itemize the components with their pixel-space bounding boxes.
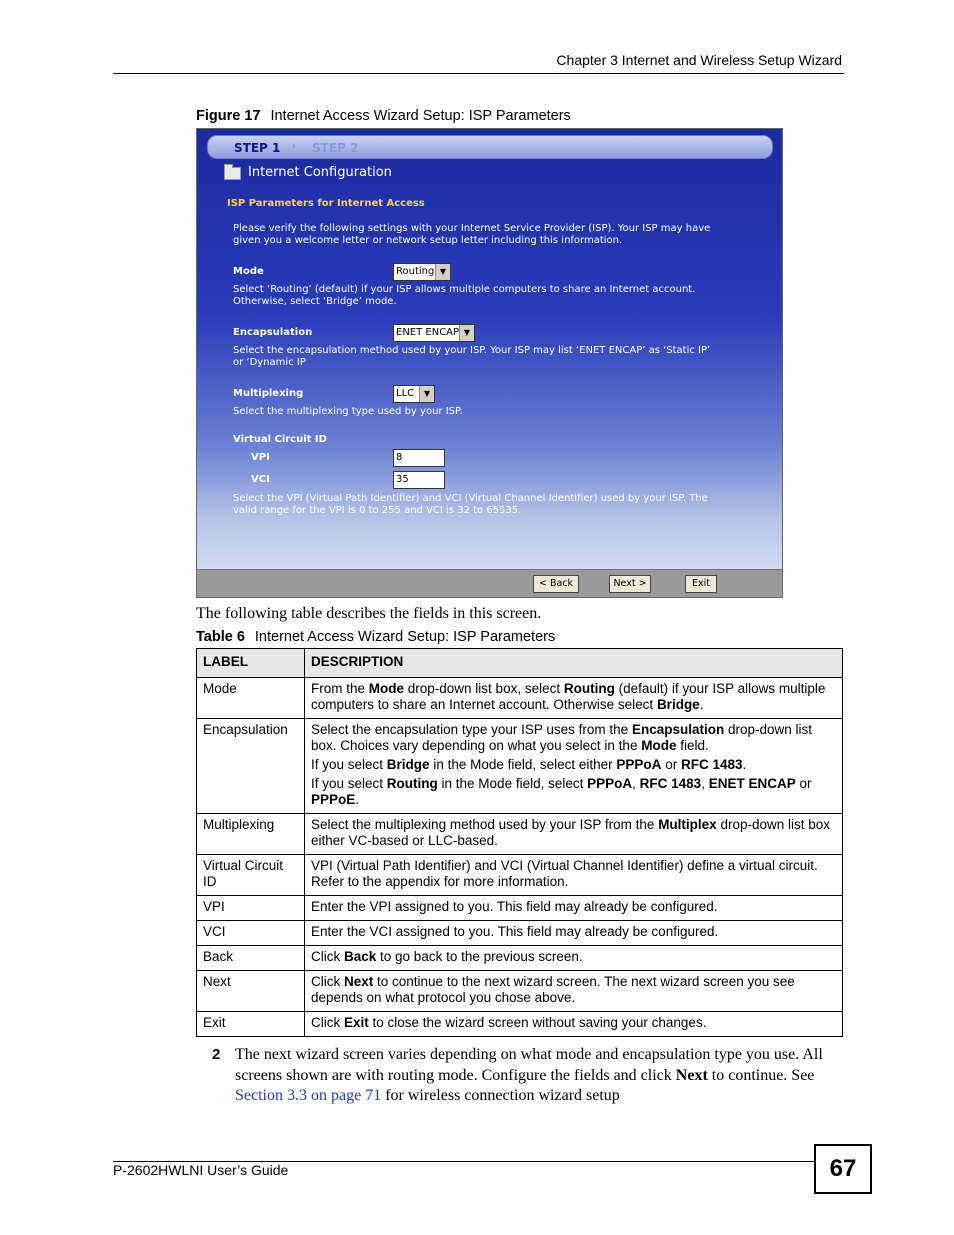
step2-label[interactable]: STEP 2 — [312, 141, 359, 155]
row-description: VPI (Virtual Path Identifier) and VCI (Virtual Channel Identifier) define a virtual circuit. Refer to the appendix for more information. — [305, 855, 843, 896]
isp-section-heading: ISP Parameters for Internet Access — [227, 198, 425, 209]
wizard-screenshot — [196, 128, 783, 598]
table-label: Table 6 — [196, 629, 245, 645]
table-row — [197, 678, 843, 719]
mode-help-line: Otherwise, select ‘Bridge’ mode. — [233, 296, 397, 307]
header-rule — [113, 73, 844, 74]
multiplexing-select[interactable] — [393, 385, 435, 403]
intro-text — [233, 223, 710, 247]
next-button[interactable]: Next > — [609, 575, 651, 593]
encapsulation-help — [233, 345, 710, 369]
row-label: Mode — [197, 678, 305, 719]
table-row — [197, 921, 843, 946]
column-header-description: DESCRIPTION — [305, 649, 843, 678]
table-header-row — [197, 649, 843, 678]
folder-icon — [224, 167, 241, 180]
row-label: Encapsulation — [197, 719, 305, 814]
vci-label: VCI — [251, 474, 270, 485]
row-label: Multiplexing — [197, 814, 305, 855]
encapsulation-select[interactable] — [393, 324, 475, 342]
row-description: Select the multiplexing method used by your ISP from the Multiplex drop-down list box either VC-based or LLC-based. — [305, 814, 843, 855]
vci-input[interactable]: 35 — [393, 471, 445, 489]
table-row — [197, 1012, 843, 1037]
encapsulation-help-line: or ‘Dynamic IP — [233, 357, 306, 368]
virtual-circuit-label: Virtual Circuit ID — [233, 434, 327, 445]
virtual-circuit-help-line: valid range for the VPI is 0 to 255 and VCI is 32 to 65535. — [233, 505, 522, 516]
table-row — [197, 719, 843, 814]
table-row — [197, 814, 843, 855]
step-arrow-icon: › — [292, 140, 296, 152]
table-caption — [196, 629, 555, 645]
chevron-down-icon[interactable]: ▼ — [435, 264, 450, 280]
vpi-label: VPI — [251, 452, 270, 463]
page-number: 67 — [814, 1144, 872, 1194]
row-description: Click Exit to close the wizard screen without saving your changes. — [305, 1012, 843, 1037]
mode-select-value: Routing — [396, 266, 435, 277]
intro-sentence: The following table describes the fields in this screen. — [196, 605, 542, 622]
table-row — [197, 896, 843, 921]
row-description: Click Next to continue to the next wizard screen. The next wizard screen you see depends on what protocol you chose above. — [305, 971, 843, 1012]
row-label: Exit — [197, 1012, 305, 1037]
table-title: Internet Access Wizard Setup: ISP Parameters — [254, 629, 556, 645]
intro-line: Please verify the following settings with your Internet Service Provider (ISP). Your ISP may have — [233, 223, 711, 234]
step-bar — [207, 135, 773, 159]
table-row — [197, 855, 843, 896]
intro-line: given you a welcome letter or network setup letter including this information. — [233, 235, 623, 246]
virtual-circuit-help-line: Select the VPI (Virtual Path Identifier) and VCI (Virtual Channel Identifier) used by your ISP. The — [233, 493, 708, 504]
section-link[interactable]: Section 3.3 on page 71 — [235, 1087, 382, 1104]
figure-title: Internet Access Wizard Setup: ISP Parameters — [270, 108, 571, 124]
chevron-down-icon[interactable]: ▼ — [419, 386, 434, 402]
row-description: Select the encapsulation type your ISP uses from the Encapsulation drop-down list box. Choices vary depending on what you select in the Mode field. If you select Bridge in the Mode field, select either PPPoA or RFC 1483. If you select Routing in the Mode field, select PPPoA, RFC 1483, ENET ENCAP or PPPoE. — [305, 719, 843, 814]
step-number: 2 — [212, 1046, 221, 1063]
wizard-button-bar — [197, 569, 782, 598]
row-description: Enter the VPI assigned to you. This field may already be configured. — [305, 896, 843, 921]
row-label: Next — [197, 971, 305, 1012]
chevron-down-icon[interactable]: ▼ — [459, 325, 474, 341]
column-header-label: LABEL — [197, 649, 305, 678]
table-row — [197, 946, 843, 971]
multiplexing-label: Multiplexing — [233, 388, 304, 399]
figure-label: Figure 17 — [196, 108, 261, 124]
mode-help — [233, 284, 695, 308]
step-paragraph: The next wizard screen varies depending on what mode and encapsulation type you use. All screens shown are with routing mode. Configure the fields and click Next to continue. See Section 3.3 on page 71 for wireless connection wizard setup — [235, 1046, 823, 1104]
screen-title: Internet Configuration — [248, 165, 392, 180]
table-row — [197, 971, 843, 1012]
row-label: VCI — [197, 921, 305, 946]
row-description: Click Back to go back to the previous screen. — [305, 946, 843, 971]
encapsulation-help-line: Select the encapsulation method used by your ISP. Your ISP may list ‘ENET ENCAP’ as ‘Static IP’ — [233, 345, 711, 356]
multiplexing-help: Select the multiplexing type used by your ISP. — [233, 406, 463, 417]
exit-button[interactable]: Exit — [685, 575, 717, 593]
description-table — [196, 648, 843, 1037]
row-label: Virtual Circuit ID — [197, 855, 305, 896]
guide-title: P-2602HWLNI User’s Guide — [113, 1162, 289, 1178]
mode-select[interactable] — [393, 263, 451, 281]
multiplexing-select-value: LLC — [396, 388, 415, 399]
row-description: From the Mode drop-down list box, select Routing (default) if your ISP allows multiple computers to share an Internet account. Otherwise select Bridge. — [305, 678, 843, 719]
row-description: Enter the VCI assigned to you. This field may already be configured. — [305, 921, 843, 946]
encapsulation-label: Encapsulation — [233, 327, 313, 338]
figure-caption — [196, 108, 571, 124]
mode-help-line: Select ‘Routing’ (default) if your ISP allows multiple computers to share an Internet account. — [233, 284, 696, 295]
vpi-input[interactable]: 8 — [393, 449, 445, 467]
back-button[interactable]: < Back — [533, 575, 579, 593]
row-label: VPI — [197, 896, 305, 921]
virtual-circuit-help — [233, 493, 708, 517]
step1-label[interactable]: STEP 1 — [234, 141, 281, 155]
encapsulation-select-value: ENET ENCAP — [396, 327, 460, 338]
row-label: Back — [197, 946, 305, 971]
mode-label: Mode — [233, 266, 264, 277]
chapter-header: Chapter 3 Internet and Wireless Setup Wizard — [556, 52, 842, 68]
